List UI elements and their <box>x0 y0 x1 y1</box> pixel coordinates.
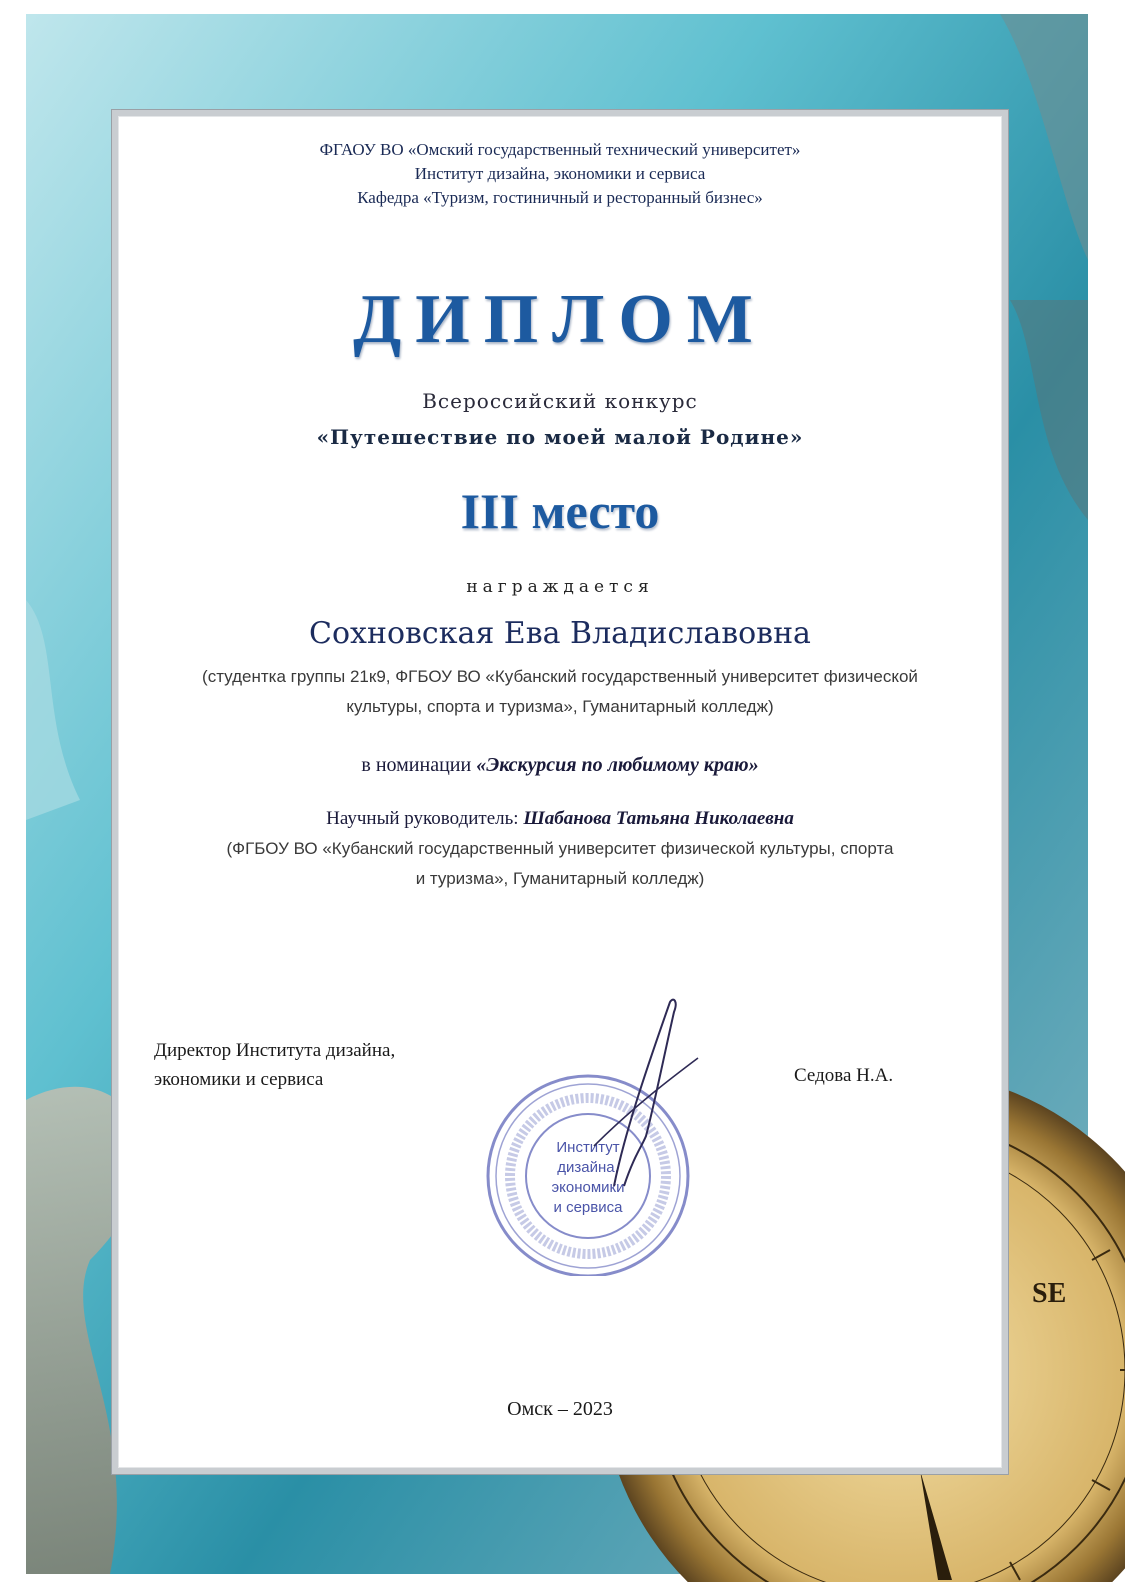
contest-name: «Путешествие по моей малой Родине» <box>316 425 804 449</box>
institute-stamp <box>474 996 714 1276</box>
awarded-label: награждается <box>466 577 654 597</box>
stamp-text-line2: дизайна, <box>557 1159 619 1176</box>
diploma-title: ДИПЛОМ <box>353 281 767 358</box>
city-year: Омск – 2023 <box>507 1398 613 1420</box>
contest-type: Всероссийский конкурс <box>422 389 698 413</box>
nomination-name: «Экскурсия по любимому краю» <box>476 754 759 776</box>
place-award: III место <box>460 483 660 539</box>
nomination-prefix: в номинации <box>361 754 472 776</box>
signatory-position-line2: экономики и сервиса <box>154 1069 324 1090</box>
issuer-header <box>118 138 1002 210</box>
supervisor-label: Научный руководитель: <box>326 808 519 829</box>
compass-se-label: SE <box>1032 1278 1067 1309</box>
supervisor-affiliation-line1: (ФГБОУ ВО «Кубанский государственный университет физической культуры, спорта <box>226 839 894 858</box>
department-name: Кафедра «Туризм, гостиничный и ресторанный бизнес» <box>357 188 763 207</box>
signatory-name: Седова Н.А. <box>794 1065 894 1086</box>
recipient-affiliation <box>118 662 1002 722</box>
stamp-text-line4: и сервиса <box>553 1199 623 1216</box>
stamp-text-line1: Институт <box>556 1139 620 1156</box>
supervisor-affiliation <box>118 834 1002 894</box>
supervisor <box>118 808 1002 830</box>
diploma-sheet <box>112 110 1008 1474</box>
signatory-position-line1: Директор Института дизайна, <box>154 1040 396 1061</box>
institute-name: Институт дизайна, экономики и сервиса <box>414 164 706 183</box>
recipient-affiliation-line1: (студентка группы 21к9, ФГБОУ ВО «Кубанский государственный университет физической <box>202 667 918 686</box>
university-name: ФГАОУ ВО «Омский государственный технический университет» <box>319 140 801 159</box>
supervisor-name: Шабанова Татьяна Николаевна <box>523 808 794 829</box>
stamp-text-line3: экономики <box>551 1179 625 1196</box>
signatory-position <box>154 1036 395 1094</box>
recipient-affiliation-line2: культуры, спорта и туризма», Гуманитарный колледж) <box>346 697 774 716</box>
nomination <box>118 754 1002 777</box>
supervisor-affiliation-line2: и туризма», Гуманитарный колледж) <box>415 869 705 888</box>
recipient-name: Сохновская Ева Владиславовна <box>309 616 811 651</box>
